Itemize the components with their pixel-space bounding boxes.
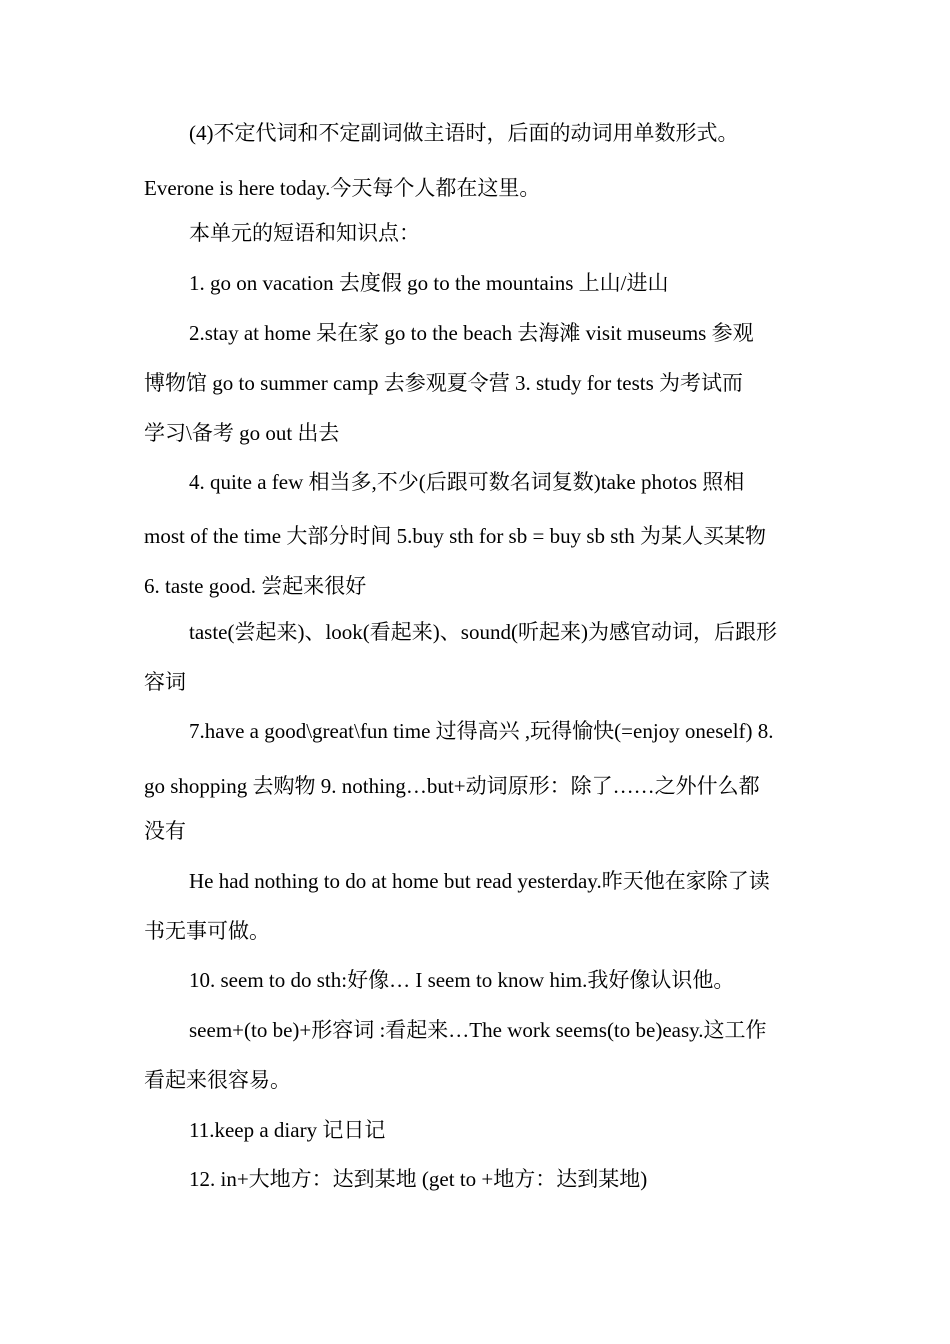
text-line: 2.stay at home 呆在家 go to the beach 去海滩 visit museums 参观 (189, 321, 754, 345)
text-line: (4)不定代词和不定副词做主语时，后面的动词用单数形式。 (189, 121, 739, 145)
text-line: 容词 (144, 670, 186, 694)
text-line: 11.keep a diary 记日记 (189, 1118, 386, 1142)
text-line: 没有 (144, 819, 186, 843)
text-line: 书无事可做。 (144, 919, 270, 943)
text-line: Everone is here today.今天每个人都在这里。 (144, 176, 541, 200)
text-line: go shopping 去购物 9. nothing…but+动词原形：除了……之外什么都 (144, 774, 760, 798)
text-line: seem+(to be)+形容词 :看起来…The work seems(to be)easy.这工作 (189, 1018, 767, 1042)
text-line: 博物馆 go to summer camp 去参观夏令营 3. study for tests 为考试而 (144, 371, 744, 395)
text-line: 看起来很容易。 (144, 1068, 291, 1092)
text-line: taste(尝起来)、look(看起来)、sound(听起来)为感官动词，后跟形 (189, 620, 777, 644)
text-line: 4. quite a few 相当多,不少(后跟可数名词复数)take photos 照相 (189, 470, 745, 494)
text-line: 1. go on vacation 去度假 go to the mountains 上山/进山 (189, 271, 669, 295)
text-line: 学习\备考 go out 出去 (144, 421, 340, 445)
text-line: 12. in+大地方：达到某地 (get to +地方：达到某地) (189, 1167, 648, 1191)
text-line: most of the time 大部分时间 5.buy sth for sb = buy sb sth 为某人买某物 (144, 524, 767, 548)
text-line: 7.have a good\great\fun time 过得高兴 ,玩得愉快(=enjoy oneself) 8. (189, 719, 774, 743)
text-line: 本单元的短语和知识点： (189, 221, 420, 245)
text-line: He had nothing to do at home but read yesterday.昨天他在家除了读 (189, 869, 770, 893)
text-line: 10. seem to do sth:好像… I seem to know him.我好像认识他。 (189, 968, 735, 992)
text-line: 6. taste good. 尝起来很好 (144, 574, 367, 598)
